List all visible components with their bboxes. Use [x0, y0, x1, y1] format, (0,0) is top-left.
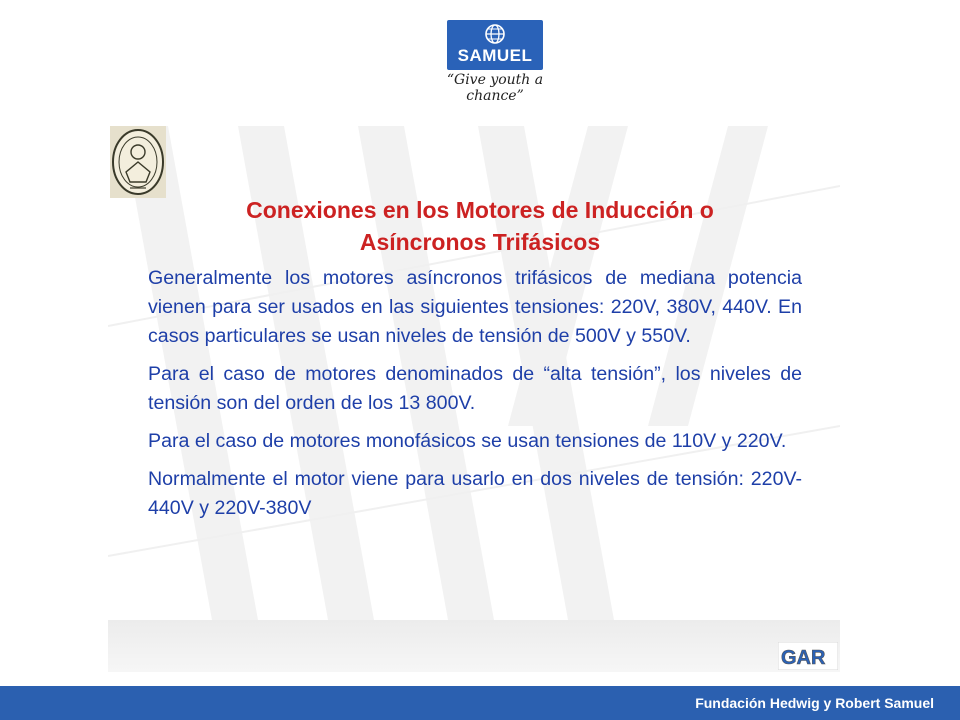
slide-body	[148, 264, 802, 532]
gar-logo	[778, 642, 838, 670]
footer-band	[108, 620, 840, 672]
paragraph-high-voltage: Para el caso de motores denominados de “alta tensión”, los niveles de tensión son del orden de los 13 800V.	[148, 363, 802, 414]
paragraph-single-phase: Para el caso de motores monofásicos se usan tensiones de 110V y 220V.	[148, 430, 787, 452]
samuel-logo-box	[447, 20, 543, 70]
globe-icon	[483, 23, 507, 45]
title-line-2: Asíncronos Trifásicos	[359, 229, 601, 255]
paragraph-dual-voltage: Normalmente el motor viene para usarlo en dos niveles de tensión: 220V-440V y 220V-380V	[148, 468, 802, 519]
title-line-1: Conexiones en los Motores de Inducción o	[246, 197, 714, 223]
university-seal-icon	[110, 126, 166, 198]
samuel-logo-text: SAMUEL	[457, 46, 533, 65]
bottom-bar	[0, 686, 960, 720]
paragraph-voltages: Generalmente los motores asíncronos trifásicos de mediana potencia vienen para ser usados en las siguientes tensiones: 220V, 380V, 440V. En casos particulares se usan niveles de tensión de 500V y 550V.	[148, 267, 802, 347]
slide-title	[160, 194, 800, 258]
tagline: “Give youth a chance”	[446, 72, 544, 104]
foundation-name: Fundación Hedwig y Robert Samuel	[695, 695, 934, 711]
gar-logo-text: GAR	[781, 647, 826, 669]
samuel-logo	[420, 6, 570, 104]
